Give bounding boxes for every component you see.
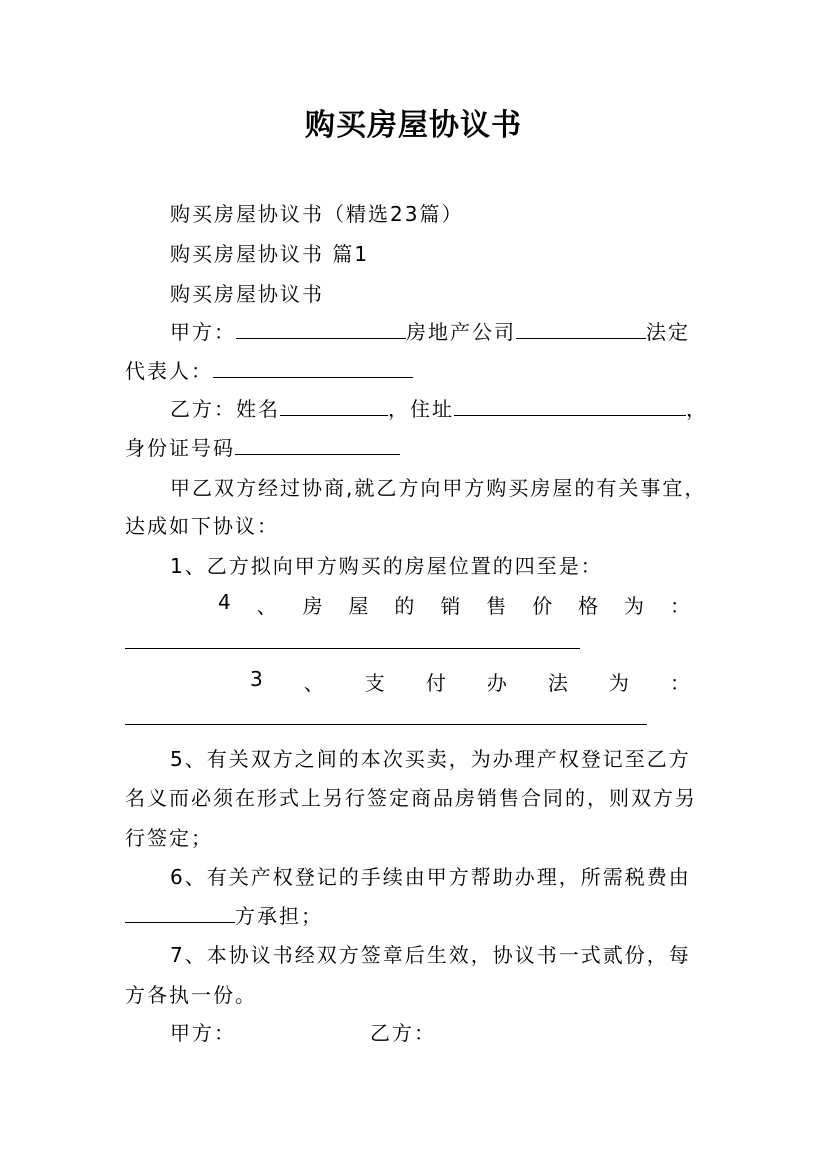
party-a-company-suffix: 房地产公司 (406, 320, 516, 344)
clause-3-char: ： (669, 671, 690, 695)
intro-line-1: 甲乙双方经过协商,就乙方向甲方购买房屋的有关事宜， (170, 476, 707, 500)
clause-4-char: 价 (532, 594, 553, 618)
clause-5-line-1: 5、有关双方之间的本次买卖，为办理产权登记至乙方 (170, 747, 691, 771)
clause-4-char: ： (669, 594, 690, 618)
clause-4-char: 房 (302, 594, 323, 618)
clause-3-char: 法 (547, 671, 568, 695)
signature-party-a: 甲方： (170, 1021, 236, 1045)
party-b-label: 乙方：姓名 (170, 397, 280, 421)
clause-3-blank (125, 724, 647, 725)
clause-6-blank (125, 904, 235, 923)
clause-7-line-1: 7、本协议书经双方签章后生效，协议书一式贰份，每 (170, 943, 691, 967)
clause-6-suffix: 方承担； (235, 904, 323, 928)
party-b-id-line (125, 432, 400, 461)
clause-3-char: 为 (608, 671, 629, 695)
document-title: 购买房屋协议书 (305, 108, 522, 143)
party-b-id-label: 身份证号码 (125, 436, 235, 460)
party-a-rep-blank (213, 359, 413, 378)
clause-4-char: 格 (578, 594, 599, 618)
party-a-rep-label-2: 代表人： (125, 359, 213, 383)
clause-3-char: 办 (486, 671, 507, 695)
party-b-address-blank (454, 397, 686, 416)
party-b-comma: ， (686, 397, 708, 421)
clause-7-line-2: 方各执一份。 (125, 983, 257, 1007)
clause-4-char: 、 (256, 594, 277, 618)
intro-line-2: 达成如下协议： (125, 514, 279, 538)
signature-party-b: 乙方： (370, 1021, 436, 1045)
clause-4-char: 销 (440, 594, 461, 618)
clause-6-line-1: 6、有关产权登记的手续由甲方帮助办理，所需税费由 (170, 865, 691, 889)
section-heading: 购买房屋协议书 篇1 (170, 242, 370, 266)
clause-4-char: 4 (218, 590, 231, 614)
clause-4-char: 屋 (348, 594, 369, 618)
party-a-name-blank (236, 320, 406, 339)
clause-1: 1、乙方拟向甲方购买的房屋位置的四至是： (170, 554, 603, 578)
clause-4-char: 为 (624, 594, 645, 618)
clause-4-char: 售 (486, 594, 507, 618)
document-subtitle: 购买房屋协议书（精选23篇） (170, 202, 464, 226)
clause-5-line-3: 行签定； (125, 826, 213, 850)
clause-3-payment (250, 667, 690, 696)
party-a-company-blank (516, 320, 646, 339)
clause-5-line-2: 名义而必须在形式上另行签定商品房销售合同的，则双方另 (125, 786, 697, 810)
clause-3-char: 支 (364, 671, 385, 695)
party-a-line (170, 316, 690, 345)
clause-4-price (218, 590, 690, 619)
party-b-id-blank (235, 436, 400, 455)
clause-3-char: 3 (250, 667, 263, 691)
party-b-line (170, 393, 708, 422)
party-b-name-blank (280, 397, 388, 416)
party-a-rep-line (125, 355, 413, 384)
clause-3-char: 、 (303, 671, 324, 695)
clause-3-char: 付 (425, 671, 446, 695)
party-a-rep-label: 法定 (646, 320, 690, 344)
party-a-label: 甲方： (170, 320, 236, 344)
clause-4-char: 的 (394, 594, 415, 618)
clause-6-line-2 (125, 900, 323, 929)
agreement-heading: 购买房屋协议书 (170, 282, 324, 306)
clause-4-blank (125, 648, 580, 649)
party-b-address-label: ，住址 (388, 397, 454, 421)
